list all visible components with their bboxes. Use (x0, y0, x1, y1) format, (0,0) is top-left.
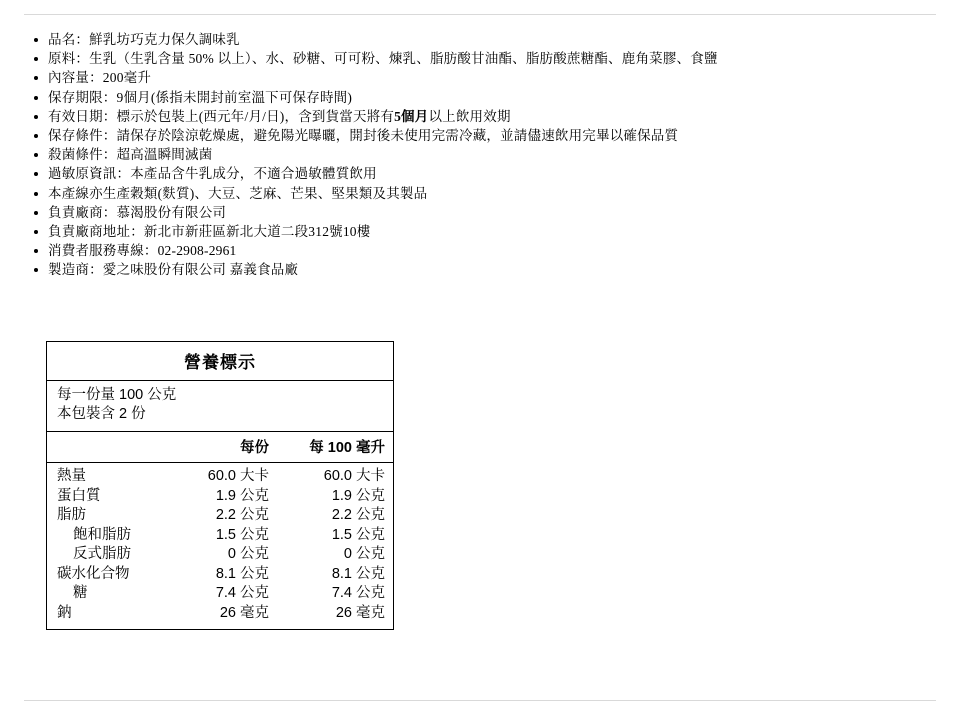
nutrient-per-100ml: 26 毫克 (335, 604, 385, 621)
nutrient-per-100ml: 60.0 大卡 (323, 468, 385, 484)
nutrient-per-100ml: 0 公克 (343, 546, 385, 562)
product-info-list (22, 30, 958, 280)
nutrient-name: 碳水化合物 (57, 565, 130, 582)
nutrient-per-serving: 26 毫克 (219, 604, 269, 621)
table-row (57, 604, 385, 624)
nutrient-per-serving: 2.2 公克 (215, 507, 269, 523)
list-item: 消費者服務專線：02-2908-2961 (48, 241, 958, 260)
nutrient-per-100ml: 2.2 公克 (331, 507, 385, 523)
nutrient-name: 脂肪 (57, 507, 86, 523)
nutrient-per-serving: 0 公克 (227, 546, 269, 562)
list-item: 內容量：200毫升 (48, 68, 958, 87)
list-item: 保存期限：9個月(係指未開封前室溫下可保存時間) (48, 88, 958, 107)
nutrient-name: 糖 (73, 585, 88, 601)
nutrient-name: 熱量 (57, 468, 86, 484)
list-item: 殺菌條件：超高溫瞬間滅菌 (48, 145, 958, 164)
column-header-per-serving: 每份 (240, 440, 269, 456)
list-item: 製造商：愛之味股份有限公司 嘉義食品廠 (48, 260, 958, 279)
column-header-per-100ml: 每 100 毫升 (309, 440, 385, 456)
nutrient-per-serving: 60.0 大卡 (207, 468, 269, 484)
table-row (57, 506, 385, 526)
nutrient-per-serving: 8.1 公克 (215, 565, 269, 582)
nutrient-per-serving: 1.9 公克 (215, 487, 269, 504)
nutrition-serving-block (47, 381, 393, 432)
column-header-label (57, 436, 165, 457)
nutrition-rows (47, 463, 393, 629)
serving-size: 每一份量 100 公克 (57, 387, 177, 403)
bottom-divider (24, 700, 936, 701)
table-row (57, 565, 385, 585)
nutrient-per-100ml: 1.9 公克 (331, 487, 385, 504)
table-row (57, 467, 385, 487)
nutrient-name: 鈉 (57, 604, 72, 621)
list-item: 負責廠商地址：新北市新莊區新北大道二段312號10樓 (48, 222, 958, 241)
table-row (57, 545, 385, 565)
nutrient-per-100ml: 8.1 公克 (331, 565, 385, 582)
list-item: 品名：鮮乳坊巧克力保久調味乳 (48, 30, 958, 49)
table-row (57, 526, 385, 546)
nutrient-name: 反式脂肪 (73, 546, 131, 562)
nutrition-facts-table (46, 341, 394, 630)
list-item: 負責廠商：慕渴股份有限公司 (48, 203, 958, 222)
servings-per-pack: 本包裝含 2 份 (57, 406, 146, 422)
nutrient-per-serving: 1.5 公克 (215, 526, 269, 543)
table-row (57, 584, 385, 604)
nutrition-column-headers (47, 432, 393, 463)
top-divider (24, 14, 936, 15)
nutrient-name: 蛋白質 (57, 487, 101, 504)
list-item: 保存條件：請保存於陰涼乾燥處，避免陽光曝曬，開封後未使用完需冷藏，並請儘速飲用完畢以確保品質 (48, 126, 958, 145)
nutrient-name: 飽和脂肪 (73, 526, 131, 543)
nutrient-per-100ml: 1.5 公克 (331, 526, 385, 543)
list-item: 本產線亦生產穀類(麩質)、大豆、芝麻、芒果、堅果類及其製品 (48, 184, 958, 203)
list-item: 過敏原資訊：本產品含牛乳成分，不適合過敏體質飲用 (48, 164, 958, 183)
table-row (57, 487, 385, 507)
nutrition-title: 營養標示 (47, 342, 393, 381)
list-item: 原料：生乳（生乳含量 50% 以上）、水、砂糖、可可粉、煉乳、脂肪酸甘油酯、脂肪酸蔗糖酯、鹿角菜膠、食鹽 (48, 49, 958, 68)
nutrient-per-serving: 7.4 公克 (215, 585, 269, 601)
nutrient-per-100ml: 7.4 公克 (331, 585, 385, 601)
list-item: 有效日期：標示於包裝上(西元年/月/日)，含到貨當天將有5個月以上飲用效期 (48, 107, 958, 126)
